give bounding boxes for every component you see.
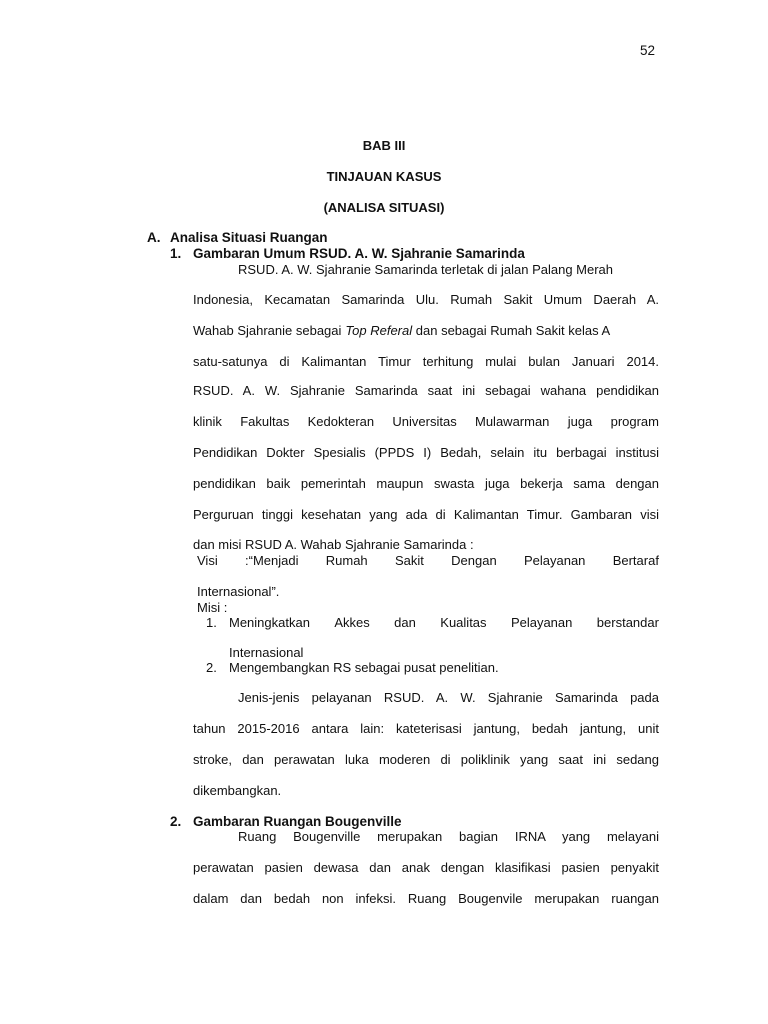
paragraph-1-line-2: Indonesia, Kecamatan Samarinda Ulu. Rumah Sakit Umum Daerah A. xyxy=(193,292,659,307)
services-line-1: Jenis-jenis pelayanan RSUD. A. W. Sjahranie Samarinda pada xyxy=(238,690,659,705)
chapter-subtitle: (ANALISA SITUASI) xyxy=(323,200,445,215)
subsection-1-marker: 1. xyxy=(170,246,182,261)
misi-item-1-marker: 1. xyxy=(206,615,217,630)
visi-continuation: Internasional”. xyxy=(197,584,280,599)
chapter-heading: BAB III xyxy=(362,138,406,153)
paragraph-1-line-8: pendidikan baik pemerintah maupun swasta juga bekerja sama dengan xyxy=(193,476,659,491)
paragraph-1-line-1: RSUD. A. W. Sjahranie Samarinda terletak di jalan Palang Merah xyxy=(238,262,614,277)
misi-1-word: Pelayanan xyxy=(510,615,573,630)
subsection-2-title: Gambaran Ruangan Bougenville xyxy=(193,814,402,829)
paragraph-2-line-3: dalam dan bedah non infeksi. Ruang Bougenvile merupakan ruangan xyxy=(193,891,659,906)
paragraph-1-line-4: satu-satunya di Kalimantan Timur terhitung mulai bulan Januari 2014. xyxy=(193,354,659,369)
misi-1-word: dan xyxy=(394,615,416,630)
paragraph-2-line-1: Ruang Bougenville merupakan bagian IRNA yang melayani xyxy=(238,829,659,844)
misi-item-1-continuation: Internasional xyxy=(229,645,304,660)
visi-word: :“Menjadi xyxy=(245,553,299,568)
section-a-marker: A. xyxy=(147,230,161,245)
subsection-1-heading xyxy=(170,246,525,261)
visi-word: Visi xyxy=(197,553,218,568)
visi-word: Bertaraf xyxy=(612,553,659,568)
line-3-part-1: Wahab Sjahranie sebagai xyxy=(193,323,342,338)
line-3-part-3: dan sebagai Rumah Sakit kelas A xyxy=(415,323,611,338)
services-line-3: stroke, dan perawatan luka moderen di poliklinik yang saat ini sedang xyxy=(193,752,659,767)
paragraph-1-line-10: dan misi RSUD A. Wahab Sjahranie Samarinda : xyxy=(193,537,474,552)
paragraph-1-line-5: RSUD. A. W. Sjahranie Samarinda saat ini sebagai wahana pendidikan xyxy=(193,383,659,398)
services-line-2: tahun 2015-2016 antara lain: kateterisasi jantung, bedah jantung, unit xyxy=(193,721,659,736)
subsection-1-title: Gambaran Umum RSUD. A. W. Sjahranie Samarinda xyxy=(193,246,525,261)
misi-1-word: Kualitas xyxy=(440,615,487,630)
misi-1-word: Akkes xyxy=(334,615,370,630)
misi-item-2-text: Mengembangkan RS sebagai pusat penelitian. xyxy=(229,660,499,675)
visi-word: Dengan xyxy=(451,553,497,568)
paragraph-2-line-2: perawatan pasien dewasa dan anak dengan klasifikasi pasien penyakit xyxy=(193,860,659,875)
visi-word: Pelayanan xyxy=(523,553,586,568)
paragraph-1-line-3 xyxy=(193,323,659,339)
subsection-2-heading xyxy=(170,814,402,829)
chapter-title: TINJAUAN KASUS xyxy=(326,169,442,184)
misi-1-word: Meningkatkan xyxy=(229,615,310,630)
misi-item-1-line xyxy=(229,615,659,631)
section-a-title: Analisa Situasi Ruangan xyxy=(170,230,328,245)
services-line-4: dikembangkan. xyxy=(193,783,282,798)
paragraph-1-line-7: Pendidikan Dokter Spesialis (PPDS I) Bedah, selain itu berbagai institusi xyxy=(193,445,659,460)
top-referal-italic: Top Referal xyxy=(345,323,413,338)
misi-label: Misi : xyxy=(197,600,228,615)
misi-item-2-marker: 2. xyxy=(206,660,217,675)
visi-word: Sakit xyxy=(394,553,424,568)
paragraph-1-line-9: Perguruan tinggi kesehatan yang ada di Kalimantan Timur. Gambaran visi xyxy=(193,507,659,522)
visi-word: Rumah xyxy=(325,553,368,568)
misi-1-word: berstandar xyxy=(596,615,659,630)
subsection-2-marker: 2. xyxy=(170,814,182,829)
section-a-heading xyxy=(147,230,328,245)
page-number: 52 xyxy=(640,43,656,58)
paragraph-1-line-6: klinik Fakultas Kedokteran Universitas Mulawarman juga program xyxy=(193,414,659,429)
visi-line xyxy=(197,553,659,569)
